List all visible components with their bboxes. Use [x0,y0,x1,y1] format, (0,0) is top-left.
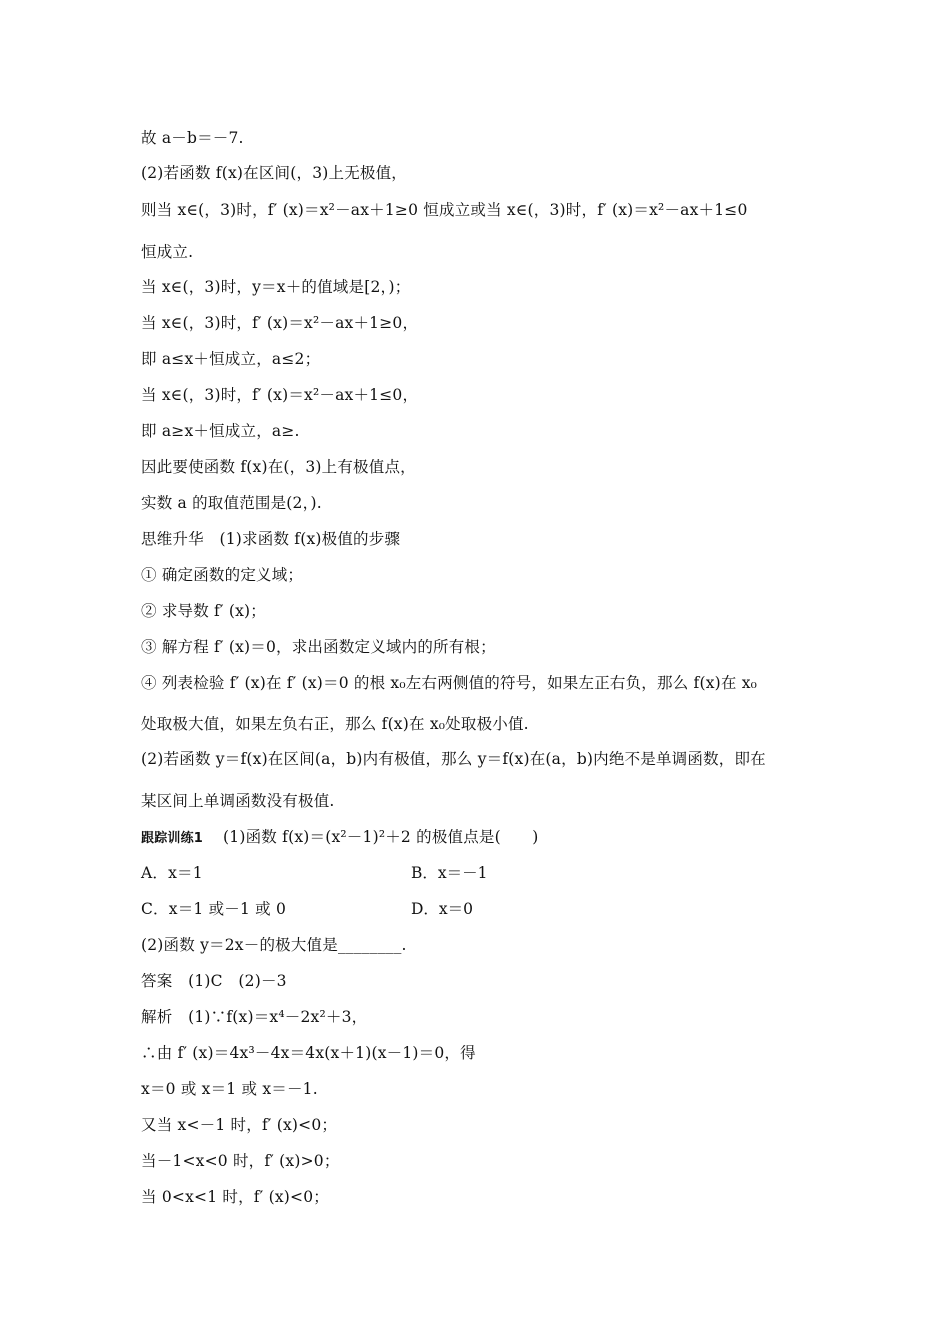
text-line: 实数 a 的取值范围是(2，). [141,494,322,512]
text-line: 则当 x∈(，3)时，f′ (x)＝x²－ax＋1≥0 恒成立或当 x∈(，3)时，f′ (x)＝x²－ax＋1≤0 [141,201,748,219]
text-line: (2)若函数 y＝f(x)在区间(a，b)内有极值，那么 y＝f(x)在(a，b)内绝不是单调函数，即在 [141,750,766,768]
text-line: 故 a－b＝－7. [141,129,244,147]
exercise-header [141,827,539,849]
step-item: ② 求导数 f′ (x)； [141,602,266,620]
text-line: 即 a≤x＋恒成立，a≤2； [141,350,321,368]
option-a: A．x＝1 [141,864,203,882]
exercise-badge: 跟踪训练1 [141,831,204,846]
text-line: 因此要使函数 f(x)在(，3)上有极值点， [141,458,416,476]
text-line: 当 x∈(，3)时，f′ (x)＝x²－ax＋1≥0， [141,314,419,332]
analysis-line: 又当 x<－1 时，f′ (x)<0； [141,1116,338,1134]
analysis-line: x＝0 或 x＝1 或 x＝－1. [141,1080,318,1098]
answer-line: 答案 (1)C (2)－3 [141,972,287,990]
step-item: ① 确定函数的定义域； [141,566,304,584]
option-c: C．x＝1 或－1 或 0 [141,900,287,918]
text-line: (2)若函数 f(x)在区间(，3)上无极值， [141,164,408,182]
text-line: 当 x∈(，3)时，f′ (x)＝x²－ax＋1≤0， [141,386,419,404]
exercise-question-1: (1)函数 f(x)＝(x²－1)²＋2 的极值点是( ) [223,828,539,846]
text-line: 恒成立. [141,243,194,261]
analysis-line: 当 0<x<1 时，f′ (x)<0； [141,1188,329,1206]
step-item: ③ 解方程 f′ (x)＝0，求出函数定义域内的所有根； [141,638,496,656]
text-line: 当 x∈(，3)时，y＝x＋的值域是[2，)； [141,278,411,296]
exercise-question-2: (2)函数 y＝2x－的极大值是________. [141,936,407,954]
option-b: B．x＝－1 [411,864,488,882]
section-heading: 思维升华 (1)求函数 f(x)极值的步骤 [141,530,401,548]
analysis-line: 当－1<x<0 时，f′ (x)>0； [141,1152,340,1170]
analysis-line: 解析 (1)∵f(x)＝x⁴－2x²＋3， [141,1008,368,1026]
analysis-line: ∴由 f′ (x)＝4x³－4x＝4x(x＋1)(x－1)＝0，得 [141,1044,476,1062]
text-line: 某区间上单调函数没有极值. [141,792,335,810]
text-line: 即 a≥x＋恒成立，a≥. [141,422,300,440]
option-d: D．x＝0 [411,900,474,918]
step-item: ④ 列表检验 f′ (x)在 f′ (x)＝0 的根 x₀左右两侧值的符号，如果左正右负，那么 f(x)在 x₀ [141,674,758,692]
text-line: 处取极大值，如果左负右正，那么 f(x)在 x₀处取极小值. [141,715,529,733]
